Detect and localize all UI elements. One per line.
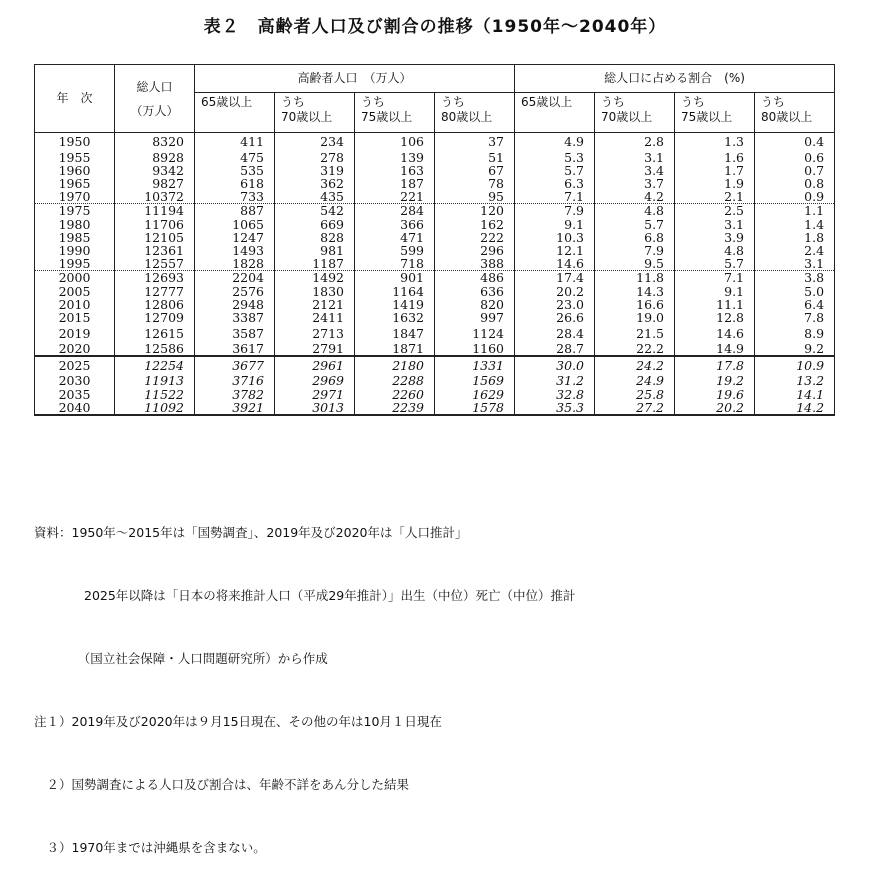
cell-year: 1950 (35, 133, 115, 151)
table-row (35, 324, 835, 342)
cell-value: 7.8 (755, 311, 835, 324)
cell-value: 2791 (275, 342, 355, 356)
cell-value: 542 (275, 204, 355, 218)
cell-value: 1160 (435, 342, 515, 356)
cell-year: 1960 (35, 164, 115, 177)
cell-value: 1164 (355, 285, 435, 298)
cell-value: 5.7 (675, 257, 755, 271)
table-row (35, 257, 835, 271)
cell-value: 95 (435, 190, 515, 204)
cell-value: 51 (435, 151, 515, 164)
cell-value: 1.8 (755, 231, 835, 244)
cell-value: 3.1 (675, 218, 755, 231)
cell-year: 1975 (35, 204, 115, 218)
cell-value: 733 (195, 190, 275, 204)
cell-year: 2020 (35, 342, 115, 356)
header-ratio-3: うち 75歳以上 (675, 93, 755, 133)
cell-value: 187 (355, 177, 435, 190)
cell-value: 1629 (435, 388, 515, 401)
cell-value: 11522 (115, 388, 195, 401)
cell-value: 16.6 (595, 298, 675, 311)
cell-value: 388 (435, 257, 515, 271)
cell-value: 1.3 (675, 133, 755, 151)
cell-value: 1065 (195, 218, 275, 231)
cell-value: 3387 (195, 311, 275, 324)
cell-year: 2035 (35, 388, 115, 401)
cell-value: 6.4 (755, 298, 835, 311)
cell-value: 2.4 (755, 244, 835, 257)
cell-value: 1493 (195, 244, 275, 257)
cell-value: 828 (275, 231, 355, 244)
cell-value: 366 (355, 218, 435, 231)
cell-value: 12693 (115, 271, 195, 285)
cell-value: 8928 (115, 151, 195, 164)
cell-value: 139 (355, 151, 435, 164)
cell-year: 2005 (35, 285, 115, 298)
cell-value: 11.8 (595, 271, 675, 285)
cell-value: 106 (355, 133, 435, 151)
cell-value: 599 (355, 244, 435, 257)
cell-value: 163 (355, 164, 435, 177)
header-total (115, 65, 195, 133)
cell-value: 120 (435, 204, 515, 218)
cell-value: 471 (355, 231, 435, 244)
cell-value: 35.3 (515, 401, 595, 415)
cell-value: 1124 (435, 324, 515, 342)
cell-value: 8320 (115, 133, 195, 151)
cell-value: 3.4 (595, 164, 675, 177)
cell-value: 221 (355, 190, 435, 204)
cell-value: 1331 (435, 356, 515, 374)
cell-value: 2576 (195, 285, 275, 298)
cell-value: 11092 (115, 401, 195, 415)
cell-value: 718 (355, 257, 435, 271)
cell-value: 19.2 (675, 374, 755, 387)
cell-value: 10.3 (515, 231, 595, 244)
cell-value: 319 (275, 164, 355, 177)
cell-value: 2.5 (675, 204, 755, 218)
cell-value: 3013 (275, 401, 355, 415)
cell-value: 11.1 (675, 298, 755, 311)
source-notes (34, 480, 575, 879)
cell-value: 1247 (195, 231, 275, 244)
cell-value: 11706 (115, 218, 195, 231)
cell-value: 2713 (275, 324, 355, 342)
cell-value: 3921 (195, 401, 275, 415)
cell-value: 1.6 (675, 151, 755, 164)
table-row (35, 374, 835, 387)
cell-value: 7.1 (675, 271, 755, 285)
cell-value: 0.7 (755, 164, 835, 177)
header-ratio-group: 総人口に占める割合 (%) (515, 65, 835, 93)
cell-value: 0.9 (755, 190, 835, 204)
cell-value: 669 (275, 218, 355, 231)
cell-year: 2015 (35, 311, 115, 324)
cell-value: 28.4 (515, 324, 595, 342)
header-total-unit: （万人） (130, 103, 179, 118)
header-elderly-1: 65歳以上 (195, 93, 275, 133)
cell-value: 3.9 (675, 231, 755, 244)
cell-value: 3.1 (595, 151, 675, 164)
cell-year: 1965 (35, 177, 115, 190)
cell-value: 2288 (355, 374, 435, 387)
cell-value: 2948 (195, 298, 275, 311)
note-line: 2025年以降は「日本の将来推計人口（平成29年推計）」出生（中位）死亡（中位）推計 (34, 588, 576, 603)
cell-year: 1970 (35, 190, 115, 204)
cell-value: 362 (275, 177, 355, 190)
cell-value: 12777 (115, 285, 195, 298)
cell-value: 2180 (355, 356, 435, 374)
table-row (35, 151, 835, 164)
cell-value: 3.8 (755, 271, 835, 285)
header-ratio-4: うち 80歳以上 (755, 93, 835, 133)
cell-value: 1.1 (755, 204, 835, 218)
cell-value: 997 (435, 311, 515, 324)
note-line: ２）国勢調査による人口及び割合は、年齢不詳をあん分した結果 (34, 777, 410, 792)
cell-value: 4.2 (595, 190, 675, 204)
cell-value: 9827 (115, 177, 195, 190)
table-row (35, 190, 835, 204)
cell-value: 20.2 (515, 285, 595, 298)
cell-value: 4.8 (675, 244, 755, 257)
cell-value: 12806 (115, 298, 195, 311)
cell-value: 14.3 (595, 285, 675, 298)
cell-year: 1955 (35, 151, 115, 164)
cell-value: 9.2 (755, 342, 835, 356)
cell-year: 1985 (35, 231, 115, 244)
cell-value: 26.6 (515, 311, 595, 324)
table-row (35, 285, 835, 298)
cell-value: 5.7 (515, 164, 595, 177)
cell-value: 1871 (355, 342, 435, 356)
cell-value: 12254 (115, 356, 195, 374)
cell-value: 435 (275, 190, 355, 204)
cell-value: 222 (435, 231, 515, 244)
table-row (35, 342, 835, 356)
cell-value: 19.6 (675, 388, 755, 401)
cell-value: 24.9 (595, 374, 675, 387)
table-row (35, 356, 835, 374)
cell-value: 24.2 (595, 356, 675, 374)
cell-value: 12361 (115, 244, 195, 257)
cell-value: 14.2 (755, 401, 835, 415)
cell-value: 14.9 (675, 342, 755, 356)
cell-year: 2025 (35, 356, 115, 374)
cell-value: 28.7 (515, 342, 595, 356)
cell-value: 2971 (275, 388, 355, 401)
cell-value: 6.8 (595, 231, 675, 244)
note-line: 資料：1950年～2015年は「国勢調査」、2019年及び2020年は「人口推計」 (34, 525, 468, 540)
cell-value: 1.9 (675, 177, 755, 190)
cell-value: 475 (195, 151, 275, 164)
cell-value: 0.4 (755, 133, 835, 151)
cell-value: 5.3 (515, 151, 595, 164)
cell-value: 14.1 (755, 388, 835, 401)
cell-value: 6.3 (515, 177, 595, 190)
table-row (35, 401, 835, 415)
cell-value: 12709 (115, 311, 195, 324)
cell-value: 17.4 (515, 271, 595, 285)
cell-value: 11194 (115, 204, 195, 218)
cell-value: 3.7 (595, 177, 675, 190)
cell-value: 8.9 (755, 324, 835, 342)
cell-value: 23.0 (515, 298, 595, 311)
cell-value: 12557 (115, 257, 195, 271)
cell-value: 981 (275, 244, 355, 257)
cell-value: 12615 (115, 324, 195, 342)
cell-value: 27.2 (595, 401, 675, 415)
header-ratio-1: 65歳以上 (515, 93, 595, 133)
cell-value: 9.5 (595, 257, 675, 271)
table-row (35, 298, 835, 311)
table-row (35, 231, 835, 244)
cell-value: 7.1 (515, 190, 595, 204)
cell-value: 9.1 (515, 218, 595, 231)
header-elderly-4: うち 80歳以上 (435, 93, 515, 133)
cell-year: 2040 (35, 401, 115, 415)
cell-value: 411 (195, 133, 275, 151)
cell-year: 1990 (35, 244, 115, 257)
cell-value: 30.0 (515, 356, 595, 374)
cell-value: 12.1 (515, 244, 595, 257)
cell-value: 2121 (275, 298, 355, 311)
cell-value: 10.9 (755, 356, 835, 374)
cell-value: 2.1 (675, 190, 755, 204)
header-total-label: 総人口 (136, 79, 173, 94)
cell-value: 2411 (275, 311, 355, 324)
cell-year: 1995 (35, 257, 115, 271)
header-elderly-2: うち 70歳以上 (275, 93, 355, 133)
note-line: 注１）2019年及び2020年は９月15日現在、その他の年は10月１日現在 (34, 714, 442, 729)
cell-value: 162 (435, 218, 515, 231)
table-row (35, 218, 835, 231)
cell-value: 2239 (355, 401, 435, 415)
table-row (35, 388, 835, 401)
cell-value: 4.9 (515, 133, 595, 151)
table-row (35, 311, 835, 324)
cell-value: 22.2 (595, 342, 675, 356)
note-line: （国立社会保障・人口問題研究所）から作成 (34, 651, 328, 666)
cell-year: 2030 (35, 374, 115, 387)
cell-value: 32.8 (515, 388, 595, 401)
cell-value: 1569 (435, 374, 515, 387)
cell-value: 2260 (355, 388, 435, 401)
cell-value: 1.7 (675, 164, 755, 177)
table-row (35, 164, 835, 177)
cell-value: 3782 (195, 388, 275, 401)
cell-value: 31.2 (515, 374, 595, 387)
header-elderly-3: うち 75歳以上 (355, 93, 435, 133)
cell-value: 19.0 (595, 311, 675, 324)
cell-value: 7.9 (595, 244, 675, 257)
cell-year: 2010 (35, 298, 115, 311)
cell-year: 1980 (35, 218, 115, 231)
cell-value: 618 (195, 177, 275, 190)
cell-value: 14.6 (515, 257, 595, 271)
cell-value: 78 (435, 177, 515, 190)
cell-value: 278 (275, 151, 355, 164)
note-line: ３）1970年までは沖縄県を含まない。 (34, 840, 266, 855)
cell-value: 3716 (195, 374, 275, 387)
cell-value: 1632 (355, 311, 435, 324)
table-row (35, 204, 835, 218)
cell-value: 3587 (195, 324, 275, 342)
table-row (35, 271, 835, 285)
cell-value: 284 (355, 204, 435, 218)
cell-value: 901 (355, 271, 435, 285)
cell-value: 13.2 (755, 374, 835, 387)
cell-value: 37 (435, 133, 515, 151)
cell-value: 3677 (195, 356, 275, 374)
cell-value: 1.4 (755, 218, 835, 231)
cell-value: 12105 (115, 231, 195, 244)
cell-value: 0.6 (755, 151, 835, 164)
cell-value: 3617 (195, 342, 275, 356)
cell-value: 820 (435, 298, 515, 311)
cell-value: 5.7 (595, 218, 675, 231)
cell-value: 12586 (115, 342, 195, 356)
cell-value: 4.8 (595, 204, 675, 218)
cell-value: 2961 (275, 356, 355, 374)
cell-year: 2019 (35, 324, 115, 342)
cell-value: 1419 (355, 298, 435, 311)
cell-value: 486 (435, 271, 515, 285)
cell-value: 636 (435, 285, 515, 298)
cell-value: 20.2 (675, 401, 755, 415)
cell-value: 10372 (115, 190, 195, 204)
cell-value: 3.1 (755, 257, 835, 271)
cell-value: 7.9 (515, 204, 595, 218)
cell-value: 1847 (355, 324, 435, 342)
cell-value: 887 (195, 204, 275, 218)
cell-value: 2204 (195, 271, 275, 285)
cell-value: 296 (435, 244, 515, 257)
table-title: 表２ 高齢者人口及び割合の推移（1950年～2040年） (203, 17, 667, 37)
cell-value: 67 (435, 164, 515, 177)
cell-value: 1187 (275, 257, 355, 271)
cell-value: 535 (195, 164, 275, 177)
header-year: 年 次 (35, 65, 115, 133)
cell-value: 1578 (435, 401, 515, 415)
cell-value: 14.6 (675, 324, 755, 342)
cell-year: 2000 (35, 271, 115, 285)
cell-value: 1830 (275, 285, 355, 298)
cell-value: 12.8 (675, 311, 755, 324)
cell-value: 0.8 (755, 177, 835, 190)
header-elderly-group: 高齢者人口 （万人） (195, 65, 515, 93)
table-row (35, 133, 835, 151)
cell-value: 25.8 (595, 388, 675, 401)
elderly-population-table (34, 64, 835, 416)
cell-value: 2.8 (595, 133, 675, 151)
cell-value: 11913 (115, 374, 195, 387)
cell-value: 234 (275, 133, 355, 151)
cell-value: 2969 (275, 374, 355, 387)
cell-value: 17.8 (675, 356, 755, 374)
cell-value: 9.1 (675, 285, 755, 298)
cell-value: 9342 (115, 164, 195, 177)
cell-value: 1492 (275, 271, 355, 285)
cell-value: 1828 (195, 257, 275, 271)
cell-value: 5.0 (755, 285, 835, 298)
header-ratio-2: うち 70歳以上 (595, 93, 675, 133)
cell-value: 21.5 (595, 324, 675, 342)
